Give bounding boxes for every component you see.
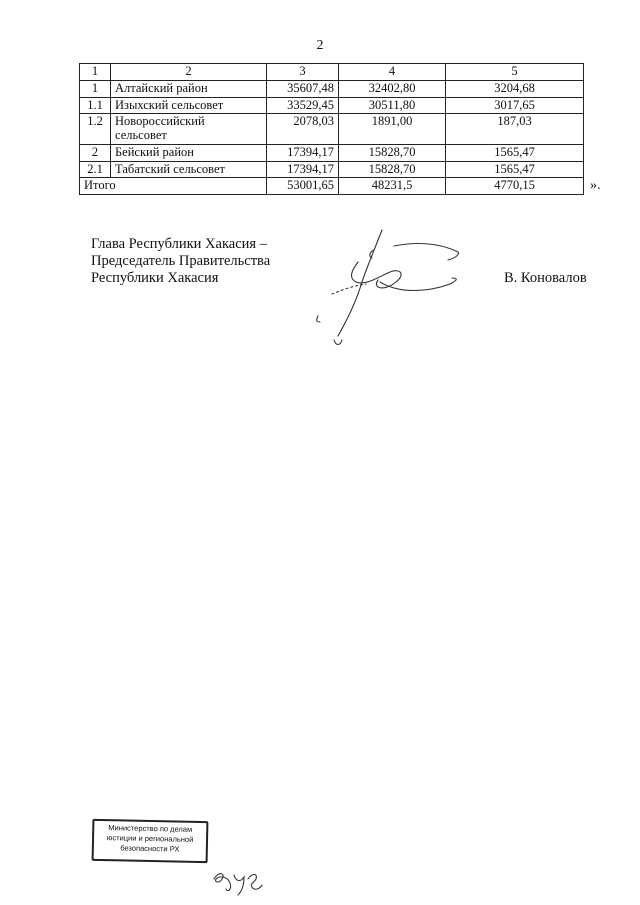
signatory-title-line: Председатель Правительства	[91, 253, 271, 269]
row-name	[111, 114, 267, 145]
row-value-4: 1891,00	[339, 114, 446, 145]
stamp-line: Министерство по делам	[108, 823, 193, 834]
table-total-row	[80, 178, 584, 195]
row-value-4: 15828,70	[339, 144, 446, 161]
total-label: Итого	[80, 178, 267, 195]
closing-quote: ».	[590, 178, 601, 193]
row-name: Изыхский сельсовет	[111, 97, 267, 114]
row-value-4: 32402,80	[339, 80, 446, 97]
table-row	[80, 161, 584, 178]
row-number: 1	[80, 80, 111, 97]
row-value-5: 187,03	[446, 114, 584, 145]
total-value-3: 53001,65	[267, 178, 339, 195]
signatory-title	[91, 236, 270, 287]
row-value-5: 1565,47	[446, 161, 584, 178]
signatory-title-line: Глава Республики Хакасия –	[91, 236, 267, 252]
signatory-name: В. Коновалов	[504, 270, 587, 286]
data-table	[79, 63, 584, 195]
row-value-3: 17394,17	[267, 161, 339, 178]
table-row	[80, 97, 584, 114]
signatory-title-line: Республики Хакасия	[91, 270, 219, 286]
row-number: 2	[80, 144, 111, 161]
handwritten-initials	[210, 865, 270, 902]
row-name: Алтайский район	[111, 80, 267, 97]
row-name: Бейский район	[111, 144, 267, 161]
row-name-line: Новороссийский	[115, 114, 205, 129]
row-value-3: 2078,03	[267, 114, 339, 145]
stamp-line: безопасности РХ	[120, 843, 180, 854]
row-number: 1.2	[80, 114, 111, 145]
row-value-3: 35607,48	[267, 80, 339, 97]
table-row	[80, 144, 584, 161]
header-cell: 2	[111, 64, 267, 81]
row-number: 1.1	[80, 97, 111, 114]
row-value-4: 30511,80	[339, 97, 446, 114]
table-row	[80, 114, 584, 145]
row-value-3: 33529,45	[267, 97, 339, 114]
row-name-line: сельсовет	[115, 128, 167, 142]
row-name: Табатский сельсовет	[111, 161, 267, 178]
header-cell: 5	[446, 64, 584, 81]
row-value-5: 1565,47	[446, 144, 584, 161]
row-value-5: 3017,65	[446, 97, 584, 114]
table-row	[80, 80, 584, 97]
row-value-4: 15828,70	[339, 161, 446, 178]
header-cell: 3	[267, 64, 339, 81]
page-number: 2	[316, 38, 324, 53]
row-value-3: 17394,17	[267, 144, 339, 161]
table-header-row	[80, 64, 584, 81]
total-value-5: 4770,15	[446, 178, 584, 195]
header-cell: 4	[339, 64, 446, 81]
handwritten-signature	[310, 222, 480, 357]
row-number: 2.1	[80, 161, 111, 178]
header-cell: 1	[80, 64, 111, 81]
total-value-4: 48231,5	[339, 178, 446, 195]
stamp-line: юстиции и региональной	[106, 833, 194, 844]
registration-stamp	[92, 819, 209, 863]
row-value-5: 3204,68	[446, 80, 584, 97]
